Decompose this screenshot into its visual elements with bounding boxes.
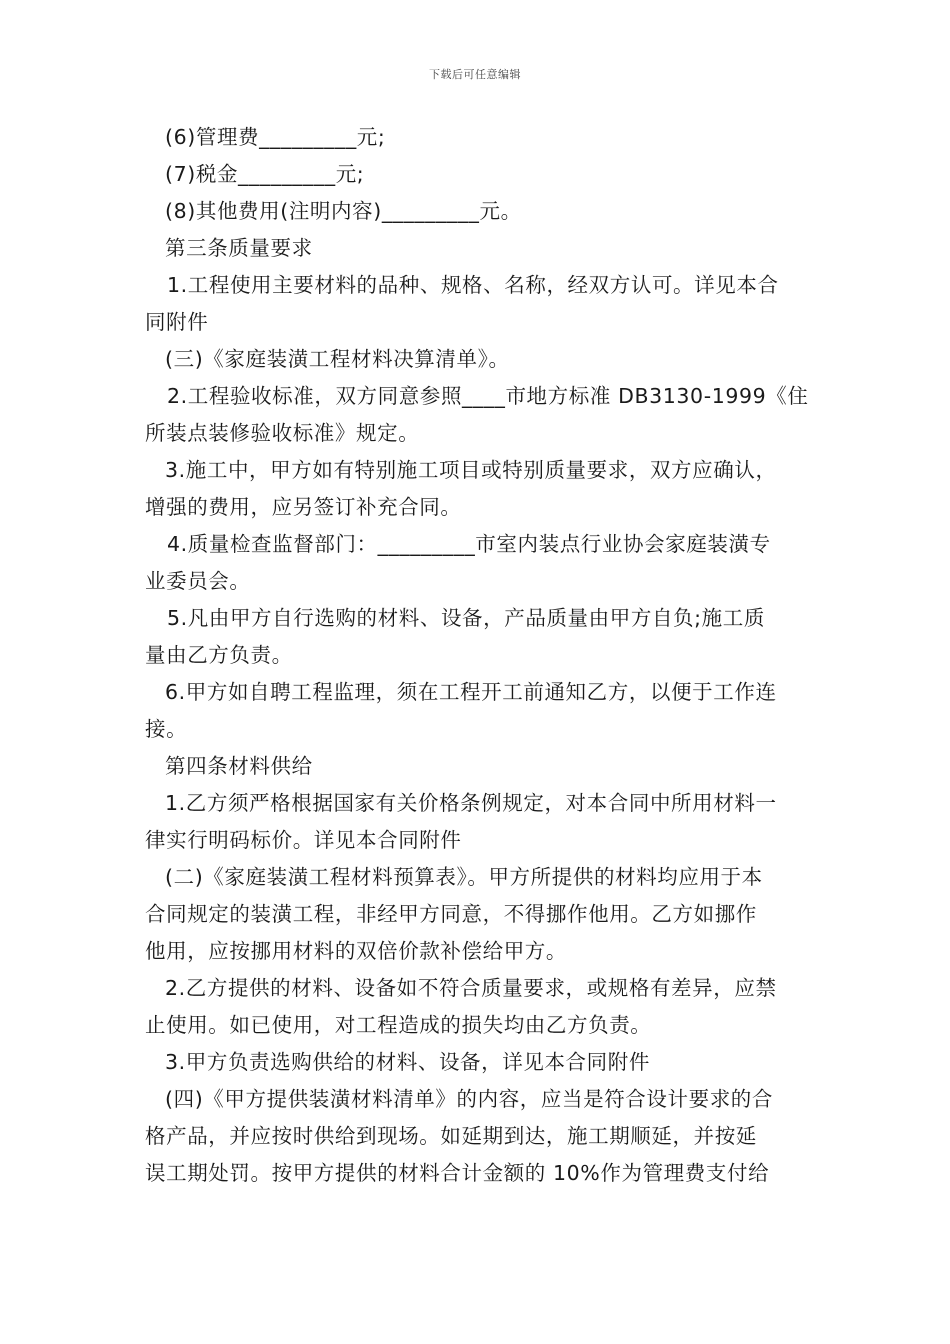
- page-header-note: 下载后可任意编辑: [429, 68, 521, 81]
- paragraph-line: 止使用。如已使用，对工程造成的损失均由乙方负责。: [145, 1013, 652, 1037]
- paragraph-line: (二)《家庭装潢工程材料预算表》。甲方所提供的材料均应用于本: [165, 865, 763, 889]
- paragraph-line: 他用，应按挪用材料的双倍价款补偿给甲方。: [145, 939, 567, 963]
- paragraph-line: 6.甲方如自聘工程监理，须在工程开工前通知乙方，以便于工作连: [165, 680, 777, 704]
- paragraph-line: 同附件: [145, 310, 209, 334]
- paragraph-line: 2.乙方提供的材料、设备如不符合质量要求，或规格有差异，应禁: [165, 976, 777, 1000]
- section-heading-quality: 第三条质量要求: [165, 236, 313, 260]
- paragraph-line: 1.乙方须严格根据国家有关价格条例规定，对本合同中所用材料一: [165, 791, 777, 815]
- paragraph-line: 量由乙方负责。: [145, 643, 293, 667]
- paragraph-line: 接。: [145, 717, 188, 741]
- paragraph-line: 误工期处罚。按甲方提供的材料合计金额的 10%作为管理费支付给: [145, 1161, 770, 1185]
- fee-item-management: (6)管理费_________元;: [165, 125, 386, 149]
- paragraph-line: 4.质量检查监督部门：_________市室内装点行业协会家庭装潢专: [167, 532, 771, 556]
- paragraph-line: 格产品，并应按时供给到现场。如延期到达，施工期顺延，并按延: [145, 1124, 757, 1148]
- fee-item-tax: (7)税金_________元;: [165, 162, 365, 186]
- paragraph-line: 5.凡由甲方自行选购的材料、设备，产品质量由甲方自负;施工质: [167, 606, 765, 630]
- paragraph-line: 3.施工中，甲方如有特别施工项目或特别质量要求，双方应确认，: [165, 458, 777, 482]
- fee-item-other: (8)其他费用(注明内容)_________元。: [165, 199, 522, 223]
- contract-body: [145, 119, 809, 1192]
- paragraph-line: 合同规定的装潢工程，非经甲方同意，不得挪作他用。乙方如挪作: [145, 902, 757, 926]
- section-heading-materials: 第四条材料供给: [165, 754, 313, 778]
- paragraph-line: 3.甲方负责选购供给的材料、设备，详见本合同附件: [165, 1050, 650, 1074]
- paragraph-line: 1.工程使用主要材料的品种、规格、名称，经双方认可。详见本合: [167, 273, 779, 297]
- paragraph-line: 律实行明码标价。详见本合同附件: [145, 828, 462, 852]
- paragraph-line: 增强的费用，应另签订补充合同。: [145, 495, 462, 519]
- paragraph-line: (三)《家庭装潢工程材料决算清单》。: [165, 347, 510, 371]
- paragraph-line: 2.工程验收标准，双方同意参照____市地方标准 DB3130-1999《住: [167, 384, 809, 408]
- paragraph-line: 业委员会。: [145, 569, 251, 593]
- paragraph-line: 所装点装修验收标准》规定。: [145, 421, 420, 445]
- paragraph-line: (四)《甲方提供装潢材料清单》的内容，应当是符合设计要求的合: [165, 1087, 773, 1111]
